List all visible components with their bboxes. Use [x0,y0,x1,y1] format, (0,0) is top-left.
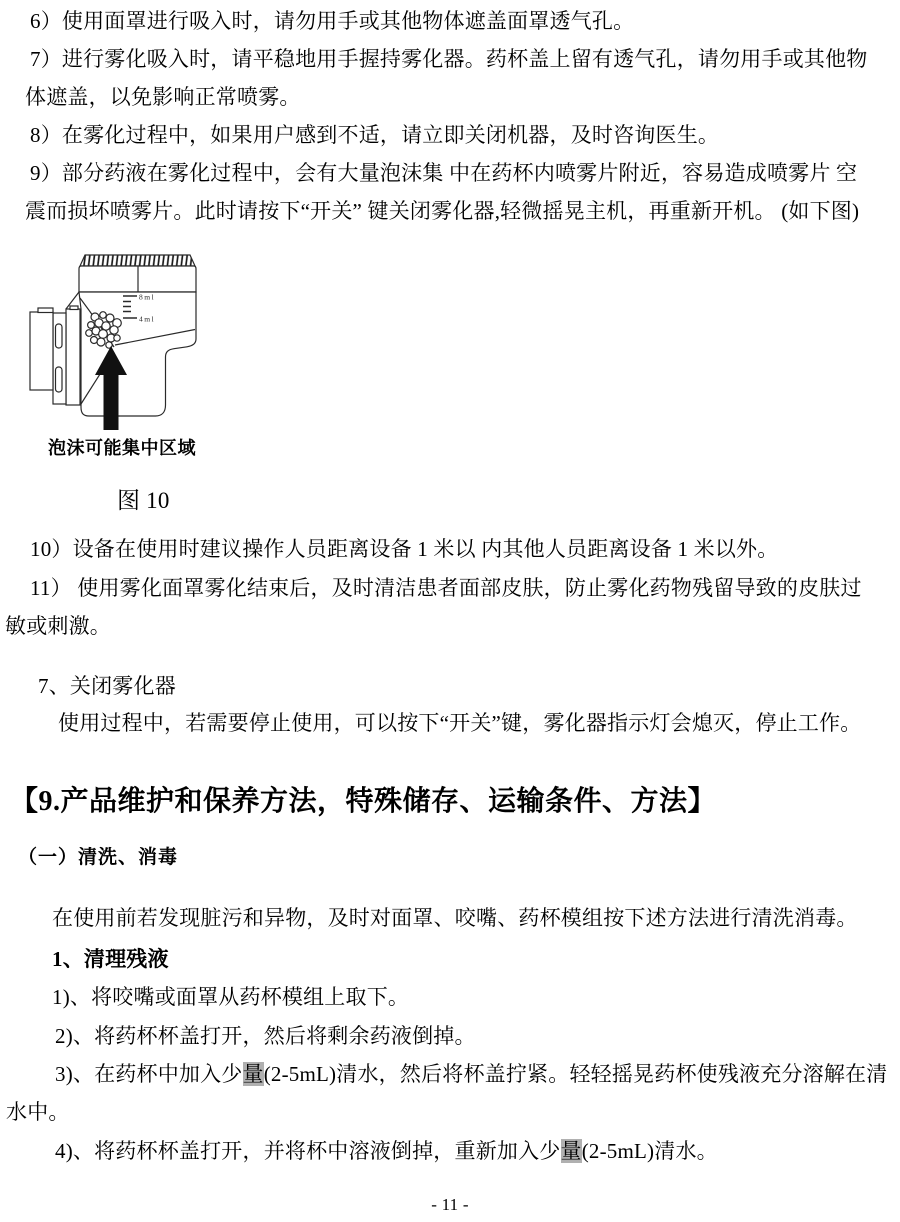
clean-step-4 [55,1139,718,1163]
clean-step-2: 2)、将药杯杯盖打开，然后将剩余药液倒掉。 [55,1024,476,1048]
usage-note-7-line1: 7）进行雾化吸入时，请平稳地用手握持雾化器。药杯盖上留有透气孔，请勿用手或其他物 [30,47,868,71]
shutdown-section-title: 7、关闭雾化器 [38,674,176,698]
scale-label-4ml: 4ml [139,314,156,324]
step-3-highlighted-char: 量 [242,1062,264,1086]
connector-notch [70,306,78,310]
step-4-text-post: (2-5mL)清水。 [581,1139,718,1163]
subsection-cleaning: （一）清洗、消毒 [18,847,179,868]
device-body [79,292,196,416]
usage-note-6: 6）使用面罩进行吸入时，请勿用手或其他物体遮盖面罩透气孔。 [30,9,635,33]
step-4-highlighted-char: 量 [560,1139,582,1163]
step-3-text-pre: 3)、在药杯中加入少 [55,1062,243,1086]
scale-label-8ml: 8ml [139,292,156,302]
device-cap [80,255,195,266]
shutdown-section-body: 使用过程中，若需要停止使用，可以按下“开关”键，雾化器指示灯会熄灭，停止工作。 [58,711,862,735]
clean-step-3-line2: 水中。 [6,1100,70,1124]
adapter-rim [38,308,53,313]
figure-caption: 图 10 [117,488,170,513]
usage-note-7-line2: 体遮盖，以免影响正常喷雾。 [25,85,301,109]
section-9-heading: 【9.产品维护和保养方法，特殊储存、运输条件、方法】 [10,786,717,817]
usage-note-9-line2: 震而损坏喷雾片。此时请按下“开关” 键关闭雾化器,轻微摇晃主机，再重新开机。 (如下图) [25,199,860,223]
usage-note-10: 10）设备在使用时建议操作人员距离设备 1 米以 内其他人员距离设备 1 米以外。 [30,537,779,561]
foam-area-label: 泡沫可能集中区域 [48,438,196,458]
usage-note-8: 8）在雾化过程中，如果用户感到不适，请立即关闭机器，及时咨询医生。 [30,123,720,147]
connector [66,309,80,405]
page-number: - 11 - [431,1195,469,1214]
usage-note-11-line2: 敏或刺激。 [5,614,111,638]
clean-step-1: 1)、将咬嘴或面罩从药杯模组上取下。 [52,985,410,1009]
step-3-text-post: (2-5mL)清水，然后将杯盖拧紧。轻轻摇晃药杯使残液充分溶解在清 [263,1062,888,1086]
clean-step-3-line1 [55,1062,887,1086]
mouthpiece-adapter [30,312,53,390]
residue-clean-title: 1、清理残液 [52,947,169,971]
usage-note-11-line1: 11） 使用雾化面罩雾化结束后，及时清洁患者面部皮肤，防止雾化药物残留导致的皮肤过 [30,576,862,600]
step-4-text-pre: 4)、将药杯杯盖打开，并将杯中溶液倒掉，重新加入少 [55,1139,561,1163]
usage-note-9-line1: 9）部分药液在雾化过程中，会有大量泡沫集 中在药杯内喷雾片附近，容易造成喷雾片 空 [30,161,858,185]
cleaning-intro: 在使用前若发现脏污和异物，及时对面罩、咬嘴、药杯模组按下述方法进行清洗消毒。 [52,906,858,930]
